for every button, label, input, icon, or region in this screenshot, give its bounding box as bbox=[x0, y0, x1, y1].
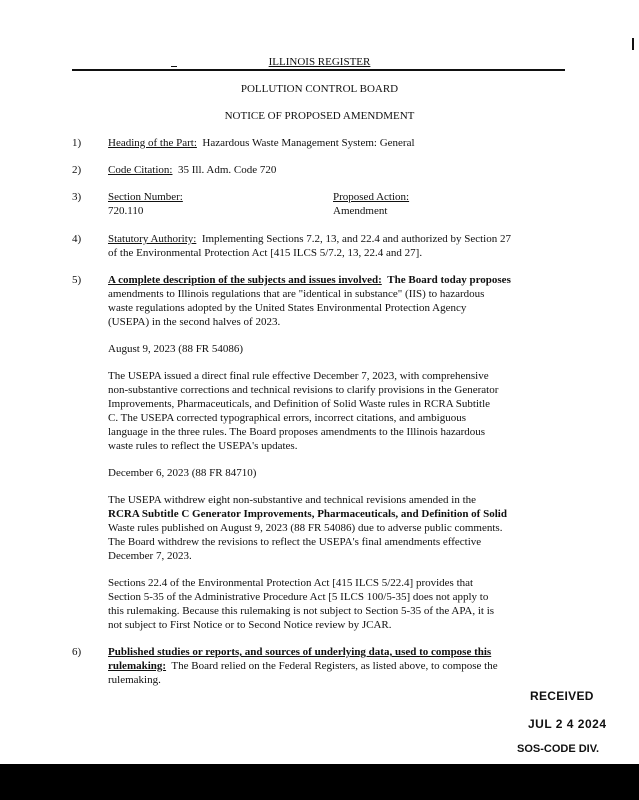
item-5-line-1 bbox=[108, 273, 511, 287]
received-stamp-division: SOS-CODE DIV. bbox=[517, 743, 600, 755]
item-1-number: 1) bbox=[72, 137, 82, 149]
scan-edge-mark bbox=[632, 38, 634, 50]
item-6-label-line-2: rulemaking: bbox=[108, 660, 167, 672]
para-2-line-3: Waste rules published on August 9, 2023 (88 FR 54086) due to adverse public comments. bbox=[108, 522, 503, 534]
date-heading-1: August 9, 2023 (88 FR 54086) bbox=[108, 343, 244, 355]
item-1-text: Hazardous Waste Management System: General bbox=[202, 137, 415, 149]
item-2 bbox=[108, 163, 276, 177]
item-6-label-line-1: Published studies or reports, and sources of underlying data, used to compose this bbox=[108, 646, 492, 658]
para-1-line-1: The USEPA issued a direct final rule effective December 7, 2023, with comprehensive bbox=[108, 370, 489, 382]
item-6-number: 6) bbox=[72, 646, 82, 658]
item-4-label: Statutory Authority: bbox=[108, 233, 197, 245]
scan-bottom-border bbox=[0, 764, 639, 800]
para-1-line-4: C. The USEPA corrected typographical errors, incorrect citations, and ambiguous bbox=[108, 412, 467, 424]
proposed-action-value: Amendment bbox=[333, 205, 388, 217]
register-title: ILLINOIS REGISTER bbox=[268, 56, 371, 68]
item-2-number: 2) bbox=[72, 164, 82, 176]
para-3-line-1: Sections 22.4 of the Environmental Protection Act [415 ILCS 5/22.4] provides that bbox=[108, 577, 474, 589]
para-3-line-4: not subject to First Notice or to Second Notice review by JCAR. bbox=[108, 619, 392, 631]
item-4-line-2: of the Environmental Protection Act [415 ILCS 5/7.2, 13, 22.4 and 27]. bbox=[108, 247, 423, 259]
section-number-label: Section Number: bbox=[108, 191, 183, 203]
item-6-line-3: rulemaking. bbox=[108, 674, 161, 686]
proposed-action-label: Proposed Action: bbox=[333, 191, 410, 203]
item-5-line-4: (USEPA) in the second halves of 2023. bbox=[108, 316, 281, 328]
board-name: POLLUTION CONTROL BOARD bbox=[240, 83, 399, 95]
para-2-line-5: December 7, 2023. bbox=[108, 550, 192, 562]
para-3-line-3: this rulemaking. Because this rulemaking is not subject to Section 5-35 of the APA, it is bbox=[108, 605, 495, 617]
header-rule bbox=[72, 69, 565, 71]
item-5-line-3: waste regulations adopted by the United States Environmental Protection Agency bbox=[108, 302, 467, 314]
date-heading-2: December 6, 2023 (88 FR 84710) bbox=[108, 467, 257, 479]
para-1-line-3: Improvements, Pharmaceuticals, and Definition of Solid Waste rules in RCRA Subtitle bbox=[108, 398, 491, 410]
item-5-line-2: amendments to Illinois regulations that are "identical in substance" (IIS) to hazardous bbox=[108, 288, 485, 300]
item-4-number: 4) bbox=[72, 233, 82, 245]
header-tick-mark bbox=[171, 66, 177, 67]
item-6-text: The Board relied on the Federal Registers, as listed above, to compose the bbox=[171, 660, 498, 672]
item-3-number: 3) bbox=[72, 191, 82, 203]
para-1-line-6: waste rules to reflect the USEPA's updates. bbox=[108, 440, 298, 452]
para-2-line-2: RCRA Subtitle C Generator Improvements, Pharmaceuticals, and Definition of Solid bbox=[108, 508, 507, 520]
item-4-text: Implementing Sections 7.2, 13, and 22.4 and authorized by Section 27 bbox=[201, 233, 511, 245]
para-2-line-4: The Board withdrew the revisions to reflect the USEPA's final amendments effective bbox=[108, 536, 482, 548]
item-2-text: 35 Ill. Adm. Code 720 bbox=[177, 164, 277, 176]
item-2-label: Code Citation: bbox=[108, 164, 173, 176]
item-5-number: 5) bbox=[72, 274, 82, 286]
received-stamp-label: RECEIVED bbox=[530, 689, 594, 703]
item-5-lead: The Board today proposes bbox=[387, 274, 511, 286]
received-stamp-date: JUL 2 4 2024 bbox=[528, 717, 607, 731]
para-3-line-2: Section 5-35 of the Administrative Procedure Act [5 ILCS 100/5-35] does not apply to bbox=[108, 591, 489, 603]
item-1-label: Heading of the Part: bbox=[108, 137, 197, 149]
para-1-line-5: language in the three rules. The Board proposes amendments to the Illinois hazardous bbox=[108, 426, 486, 438]
section-number-value: 720.110 bbox=[108, 205, 144, 217]
item-4-line-1 bbox=[108, 232, 511, 246]
item-1 bbox=[108, 136, 415, 150]
para-1-line-2: non-substantive corrections and technical revisions to clarify provisions in the Generator bbox=[108, 384, 499, 396]
item-5-label: A complete description of the subjects and issues involved: bbox=[108, 274, 382, 286]
item-6-line-2 bbox=[108, 659, 498, 673]
para-2-line-1: The USEPA withdrew eight non-substantive and technical revisions amended in the bbox=[108, 494, 477, 506]
notice-title: NOTICE OF PROPOSED AMENDMENT bbox=[224, 110, 415, 122]
